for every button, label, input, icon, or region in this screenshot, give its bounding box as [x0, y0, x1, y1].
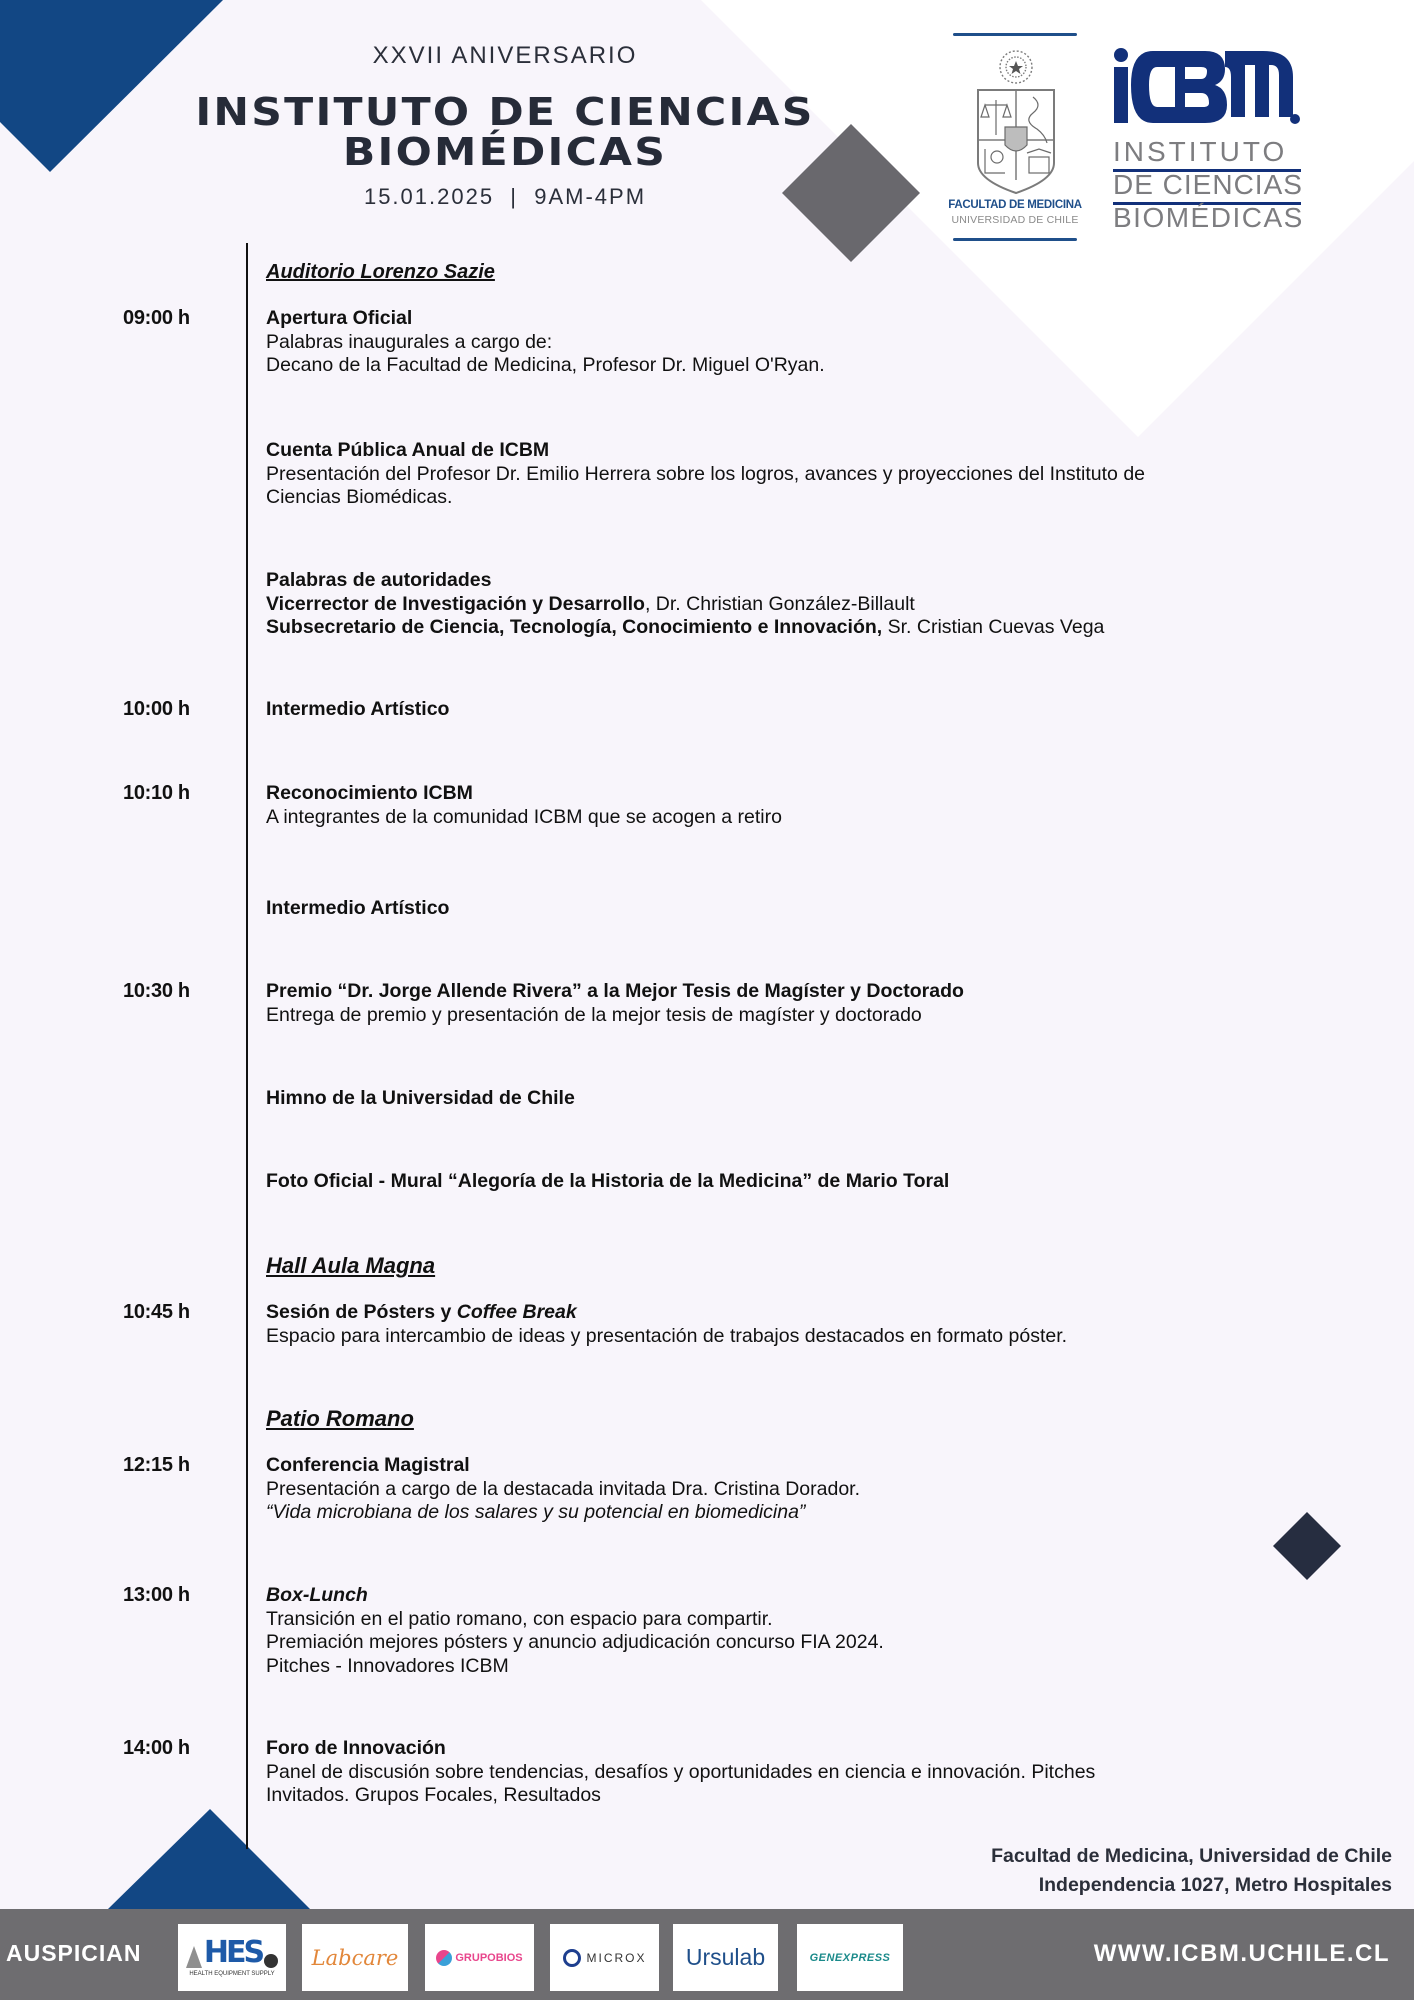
item-line: Decano de la Facultad de Medicina, Profesor Dr. Miguel O'Ryan. — [266, 354, 825, 376]
item-line: Espacio para intercambio de ideas y presentación de trabajos destacados en formato póster. — [266, 1324, 1068, 1347]
agenda-item-apertura — [266, 307, 1366, 378]
item-line: Presentación a cargo de la destacada invitada Dra. Cristina Dorador. — [266, 1477, 860, 1500]
anniversary-label: XXVII ANIVERSARIO — [372, 42, 638, 69]
icbm-logo-line1: INSTITUTO — [1113, 136, 1288, 167]
sponsor-name: MICROX — [586, 1950, 647, 1965]
item-line — [266, 616, 1366, 640]
item-title: Foro de Innovación — [266, 1737, 446, 1759]
sponsor-logo-microx — [550, 1924, 659, 1991]
item-title: Conferencia Magistral — [266, 1454, 470, 1476]
sponsor-logo-labcare — [302, 1924, 408, 1991]
agenda-item-intermedio-1 — [266, 698, 1366, 722]
agenda-item-box-lunch — [266, 1584, 1366, 1678]
authority-name: , Dr. Christian González-Billault — [644, 592, 915, 615]
item-title: Foto Oficial - Mural “Alegoría de la Historia de la Medicina” de Mario Toral — [266, 1170, 950, 1192]
sponsor-name: HES — [203, 1935, 263, 1970]
logo-rule-bottom — [953, 238, 1077, 241]
time-0900: 09:00 h — [123, 307, 190, 329]
website-link[interactable]: WWW.ICBM.UCHILE.CL — [1093, 1940, 1390, 1967]
time-1010: 10:10 h — [123, 782, 190, 804]
agenda-item-cuenta-publica — [266, 439, 1366, 510]
item-line: Premiación mejores pósters y anuncio adjudicación concurso FIA 2024. — [266, 1631, 884, 1653]
dna-icon — [436, 1950, 452, 1966]
item-line: Ciencias Biomédicas. — [266, 486, 453, 508]
venue-auditorio: Auditorio Lorenzo Sazie — [266, 261, 495, 283]
item-title: Premio “Dr. Jorge Allende Rivera” a la Mejor Tesis de Magíster y Doctorado — [266, 980, 964, 1002]
agenda-item-reconocimiento — [266, 782, 1366, 829]
sponsor-subtitle: HEALTH EQUIPMENT SUPPLY — [189, 1971, 275, 1977]
sponsor-name: GENEXPRESS — [809, 1951, 891, 1964]
title-line-1: INSTITUTO DE CIENCIAS — [195, 90, 815, 134]
icbm-logo-line2: DE CIENCIAS — [1113, 169, 1303, 200]
item-line: Transición en el patio romano, con espacio para compartir. — [266, 1607, 773, 1630]
time-1045: 10:45 h — [123, 1301, 190, 1323]
authority-name: Sr. Cristian Cuevas Vega — [882, 616, 1105, 638]
agenda-item-foro — [266, 1737, 1366, 1808]
item-title: Himno de la Universidad de Chile — [266, 1087, 575, 1109]
facultad-logo-line1: FACULTAD DE MEDICINA — [948, 199, 1082, 211]
item-title: Palabras de autoridades — [266, 569, 492, 591]
university-crest-icon — [975, 45, 1057, 195]
agenda-item-intermedio-2 — [266, 897, 1366, 921]
agenda-item-foto-oficial — [266, 1170, 1366, 1194]
atom-icon — [563, 1949, 581, 1967]
sponsor-name: Labcare — [311, 1945, 399, 1970]
event-date-time: 15.01.2025 | 9AM-4PM — [363, 184, 647, 209]
agenda-item-himno — [266, 1087, 1366, 1111]
round-flask-icon — [264, 1954, 278, 1968]
item-line: Presentación del Profesor Dr. Emilio Herrera sobre los logros, avances y proyecciones del Instituto de — [266, 462, 1146, 485]
agenda-item-conferencia — [266, 1454, 1366, 1525]
sponsor-logo-grupobios — [425, 1924, 534, 1991]
time-1300: 13:00 h — [123, 1584, 190, 1606]
item-title: Sesión de Pósters y Coffee Break — [266, 1301, 577, 1323]
item-line: Palabras inaugurales a cargo de: — [266, 330, 553, 353]
blue-bottom-triangle — [108, 1809, 310, 1909]
authority-role: Vicerrector de Investigación y Desarrollo — [266, 592, 645, 615]
sponsor-logo-hes — [178, 1924, 286, 1991]
agenda-item-premio — [266, 980, 1366, 1027]
sponsors-label: AUSPICIAN — [6, 1940, 142, 1966]
item-line: Panel de discusión sobre tendencias, desafíos y oportunidades en ciencia e innovación. Pitches — [266, 1760, 1096, 1783]
sponsor-logo-ursulab — [673, 1924, 778, 1991]
item-title: Box-Lunch — [266, 1584, 368, 1606]
venue-patio-romano: Patio Romano — [266, 1406, 414, 1431]
flask-icon — [186, 1946, 202, 1968]
address-line-2: Independencia 1027, Metro Hospitales — [1038, 1874, 1392, 1896]
time-1215: 12:15 h — [123, 1454, 190, 1476]
authority-role: Subsecretario de Ciencia, Tecnología, Conocimiento e Innovación, — [266, 616, 883, 638]
timeline-line — [246, 243, 248, 1849]
facultad-logo-line2: UNIVERSIDAD DE CHILE — [951, 214, 1079, 226]
address-line-1: Facultad de Medicina, Universidad de Chile — [991, 1845, 1392, 1867]
item-line: Pitches - Innovadores ICBM — [266, 1654, 509, 1677]
venue-address — [991, 1842, 1392, 1900]
time-1000: 10:00 h — [123, 698, 190, 720]
item-line — [266, 593, 1366, 617]
item-title: Reconocimiento ICBM — [266, 782, 473, 804]
item-title: Cuenta Pública Anual de ICBM — [266, 439, 550, 461]
item-line: Entrega de premio y presentación de la mejor tesis de magíster y doctorado — [266, 1003, 922, 1026]
item-line: Invitados. Grupos Focales, Resultados — [266, 1784, 601, 1806]
sponsor-name: Ursulab — [685, 1944, 766, 1970]
agenda-item-palabras-autoridades — [266, 569, 1366, 640]
venue-hall-aula-magna: Hall Aula Magna — [266, 1253, 436, 1278]
sponsor-name: GRUPOBIOS — [455, 1951, 523, 1964]
time-1400: 14:00 h — [123, 1737, 190, 1759]
title-line-2: BIOMÉDICAS — [342, 130, 668, 174]
icbm-monogram-icon — [1113, 47, 1303, 132]
item-title: Apertura Oficial — [266, 307, 413, 329]
item-title: Intermedio Artístico — [266, 897, 450, 919]
conference-title: “Vida microbiana de los salares y su potencial en biomedicina” — [266, 1501, 806, 1523]
time-1030: 10:30 h — [123, 980, 190, 1002]
icbm-logo-line3: BIOMÉDICAS — [1113, 202, 1304, 233]
page-title — [0, 92, 1071, 172]
item-title: Intermedio Artístico — [266, 698, 450, 720]
agenda-item-posters — [266, 1301, 1366, 1348]
item-line: A integrantes de la comunidad ICBM que se acogen a retiro — [266, 805, 782, 828]
logo-rule-top — [953, 33, 1077, 36]
item-title-italic: Coffee Break — [456, 1301, 577, 1323]
sponsor-logo-genexpress — [797, 1924, 903, 1991]
